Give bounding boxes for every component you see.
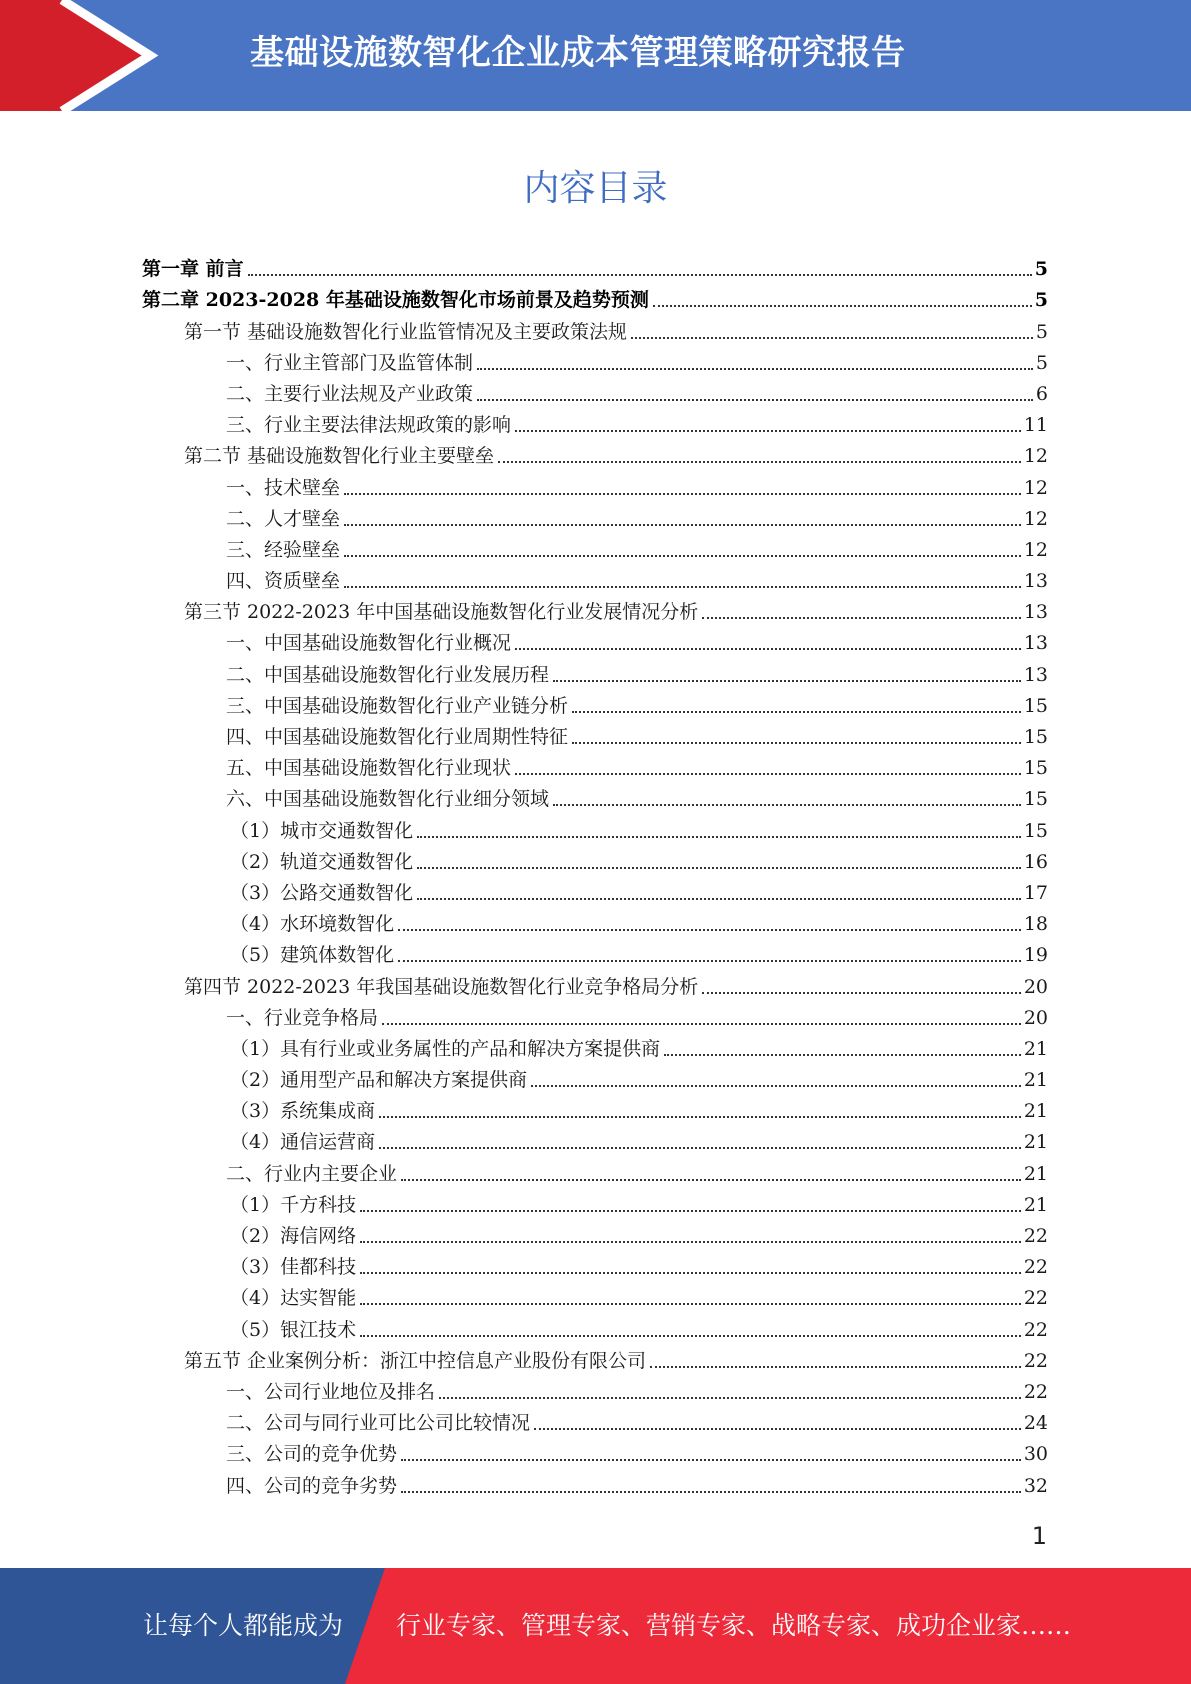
toc-entry[interactable] <box>142 472 1048 503</box>
toc-entry-page: 11 <box>1023 414 1048 437</box>
toc-dot-leader <box>650 1366 1021 1368</box>
toc-entry-page: 22 <box>1023 1318 1048 1341</box>
toc-entry-page: 21 <box>1023 1100 1048 1123</box>
toc-entry-title: （4）达实智能 <box>230 1287 357 1310</box>
toc-dot-leader <box>248 274 1032 276</box>
toc-entry-page: 20 <box>1023 1006 1048 1029</box>
toc-entry[interactable] <box>142 878 1048 909</box>
toc-entry-title: （5）建筑体数智化 <box>230 944 395 967</box>
toc-entry-page: 5 <box>1034 258 1048 281</box>
toc-entry-page: 17 <box>1023 881 1048 904</box>
toc-dot-leader <box>531 1085 1021 1087</box>
toc-entry[interactable] <box>142 909 1048 940</box>
header-arrow-red <box>0 0 150 111</box>
toc-entry-title: （2）轨道交通数智化 <box>230 850 414 873</box>
toc-entry[interactable] <box>142 348 1048 379</box>
toc-dot-leader <box>360 1210 1021 1212</box>
toc-dot-leader <box>515 648 1021 650</box>
toc-dot-leader <box>534 1428 1021 1430</box>
toc-entry-title: 三、公司的竞争优势 <box>226 1443 398 1466</box>
toc-entry[interactable] <box>142 504 1048 535</box>
toc-entry-page: 22 <box>1023 1349 1048 1372</box>
toc-entry[interactable] <box>142 597 1048 628</box>
toc-entry[interactable] <box>142 535 1048 566</box>
toc-entry-page: 5 <box>1035 351 1048 374</box>
toc-dot-leader <box>360 1241 1021 1243</box>
toc-entry[interactable] <box>142 971 1048 1002</box>
toc-entry[interactable] <box>142 1034 1048 1065</box>
toc-entry[interactable] <box>142 1283 1048 1314</box>
toc-entry[interactable] <box>142 753 1048 784</box>
toc-entry-title: 三、经验壁垒 <box>226 538 341 561</box>
toc-entry-title: （3）佳都科技 <box>230 1256 357 1279</box>
toc-entry[interactable] <box>142 784 1048 815</box>
toc-entry-page: 21 <box>1023 1162 1048 1185</box>
toc-entry-title: 一、技术壁垒 <box>226 476 341 499</box>
report-title: 基础设施数智化企业成本管理策略研究报告 <box>250 33 906 73</box>
toc-dot-leader <box>553 680 1021 682</box>
toc-entry[interactable] <box>142 940 1048 971</box>
toc-entry-page: 22 <box>1023 1287 1048 1310</box>
toc-entry-title: （4）水环境数智化 <box>230 913 395 936</box>
toc-dot-leader <box>653 305 1032 307</box>
toc-dot-leader <box>360 1303 1021 1305</box>
toc-entry-title: 一、中国基础设施数智化行业概况 <box>226 632 512 655</box>
toc-heading: 内容目录 <box>523 168 668 209</box>
toc-entry-page: 5 <box>1034 289 1048 312</box>
toc-entry-title: 三、中国基础设施数智化行业产业链分析 <box>226 694 569 717</box>
toc-dot-leader <box>401 1459 1021 1461</box>
footer-slogan-left: 让每个人都能成为 <box>143 1611 344 1640</box>
toc-entry-title: （3）系统集成商 <box>230 1100 376 1123</box>
toc-entry[interactable] <box>142 441 1048 472</box>
toc-entry-page: 12 <box>1023 445 1048 468</box>
toc-entry[interactable] <box>142 410 1048 441</box>
toc-entry[interactable] <box>142 316 1048 347</box>
toc-entry[interactable] <box>142 1065 1048 1096</box>
toc-entry-page: 12 <box>1023 507 1048 530</box>
toc-entry-title: （4）通信运营商 <box>230 1131 376 1154</box>
toc-dot-leader <box>702 992 1021 994</box>
toc-dot-leader <box>344 524 1021 526</box>
toc-entry-title: （3）公路交通数智化 <box>230 881 414 904</box>
toc-entry-title: （1）千方科技 <box>230 1193 357 1216</box>
toc-entry[interactable] <box>142 659 1048 690</box>
footer-slogan-right: 行业专家、管理专家、营销专家、战略专家、成功企业家…… <box>396 1611 1072 1640</box>
toc-dot-leader <box>344 586 1021 588</box>
toc-dot-leader <box>572 711 1021 713</box>
toc-entry-title: 二、人才壁垒 <box>226 507 341 530</box>
toc-entry[interactable] <box>142 1346 1048 1377</box>
toc-entry-title: （1）城市交通数智化 <box>230 819 414 842</box>
toc-entry-page: 12 <box>1023 538 1048 561</box>
toc-entry-page: 24 <box>1023 1412 1048 1435</box>
toc-dot-leader <box>498 461 1021 463</box>
toc-entry-page: 21 <box>1023 1131 1048 1154</box>
toc-entry[interactable] <box>142 847 1048 878</box>
toc-dot-leader <box>515 773 1021 775</box>
toc-dot-leader <box>401 1491 1021 1493</box>
toc-dot-leader <box>401 1179 1021 1181</box>
toc-entry[interactable] <box>142 815 1048 846</box>
toc-entry[interactable] <box>142 1377 1048 1408</box>
toc-entry[interactable] <box>142 1003 1048 1034</box>
toc-entry-page: 30 <box>1023 1443 1048 1466</box>
toc-dot-leader <box>553 804 1021 806</box>
toc-dot-leader <box>417 898 1021 900</box>
toc-entry-title: 第二章 2023-2028 年基础设施数智化市场前景及趋势预测 <box>142 289 649 312</box>
toc-entry-page: 22 <box>1023 1225 1048 1247</box>
toc-entry-title: 四、中国基础设施数智化行业周期性特征 <box>226 726 569 748</box>
toc-entry-title: 二、行业内主要企业 <box>226 1162 398 1185</box>
header-band <box>0 0 1191 111</box>
toc-entry-title: 二、主要行业法规及产业政策 <box>226 382 474 405</box>
toc-dot-leader <box>439 1397 1021 1399</box>
toc-entry[interactable] <box>142 691 1048 722</box>
toc-entry-page: 13 <box>1023 570 1048 593</box>
toc-dot-leader <box>379 1116 1021 1118</box>
toc-dot-leader <box>702 617 1021 619</box>
toc-entry-title: 第三节 2022-2023 年中国基础设施数智化行业发展情况分析 <box>184 601 699 624</box>
toc-entry[interactable] <box>142 722 1048 753</box>
toc-entry[interactable] <box>142 1190 1048 1221</box>
toc-entry-title: 第一章 前言 <box>142 258 244 281</box>
toc-dot-leader <box>477 399 1033 401</box>
toc-dot-leader <box>572 742 1021 744</box>
toc-entry-page: 21 <box>1023 1193 1048 1216</box>
toc-entry[interactable] <box>142 1221 1048 1252</box>
toc-entry[interactable] <box>142 1158 1048 1189</box>
toc-entry-page: 15 <box>1023 819 1048 842</box>
page-number: 1 <box>1031 1522 1047 1550</box>
toc-entry-title: （2）通用型产品和解决方案提供商 <box>230 1069 528 1092</box>
toc-dot-leader <box>515 430 1021 432</box>
table-of-contents <box>142 254 1048 1502</box>
toc-entry-page: 16 <box>1023 850 1048 873</box>
toc-entry-title: （1）具有行业或业务属性的产品和解决方案提供商 <box>230 1037 661 1060</box>
footer-band <box>0 1568 1191 1684</box>
toc-entry-page: 13 <box>1023 632 1048 655</box>
toc-dot-leader <box>417 867 1021 869</box>
toc-entry-page: 22 <box>1023 1380 1048 1403</box>
toc-entry-page: 32 <box>1023 1474 1048 1497</box>
toc-entry-page: 19 <box>1023 944 1048 967</box>
toc-entry-title: 第四节 2022-2023 年我国基础设施数智化行业竞争格局分析 <box>184 975 699 998</box>
toc-entry-title: 二、中国基础设施数智化行业发展历程 <box>226 663 550 686</box>
toc-dot-leader <box>417 836 1021 838</box>
toc-dot-leader <box>379 1147 1021 1149</box>
toc-dot-leader <box>344 493 1021 495</box>
toc-entry-page: 15 <box>1023 788 1048 811</box>
toc-entry[interactable] <box>142 379 1048 410</box>
toc-entry-title: 第二节 基础设施数智化行业主要壁垒 <box>184 445 495 468</box>
toc-entry-title: 一、公司行业地位及排名 <box>226 1380 436 1403</box>
toc-entry-page: 13 <box>1023 601 1048 624</box>
toc-dot-leader <box>360 1335 1021 1337</box>
toc-dot-leader <box>398 929 1021 931</box>
toc-entry-page: 21 <box>1023 1037 1048 1060</box>
toc-entry[interactable] <box>142 285 1048 316</box>
toc-entry-title: 四、公司的竞争劣势 <box>226 1474 398 1497</box>
toc-entry-page: 6 <box>1035 382 1048 405</box>
toc-entry-page: 22 <box>1023 1256 1048 1279</box>
toc-entry-page: 15 <box>1023 726 1048 748</box>
toc-entry[interactable] <box>142 1314 1048 1345</box>
toc-entry-page: 5 <box>1035 320 1048 343</box>
toc-entry-title: 一、行业主管部门及监管体制 <box>226 351 474 374</box>
toc-dot-leader <box>664 1054 1021 1056</box>
toc-entry[interactable] <box>142 1127 1048 1158</box>
toc-entry[interactable] <box>142 1439 1048 1470</box>
toc-entry-title: 五、中国基础设施数智化行业现状 <box>226 757 512 780</box>
toc-entry-page: 15 <box>1023 694 1048 717</box>
toc-entry-title: （5）银江技术 <box>230 1318 357 1341</box>
toc-entry-title: 二、公司与同行业可比公司比较情况 <box>226 1412 531 1435</box>
toc-dot-leader <box>631 337 1033 339</box>
toc-entry-title: 一、行业竞争格局 <box>226 1006 379 1029</box>
toc-entry-page: 15 <box>1023 757 1048 780</box>
toc-dot-leader <box>382 1023 1021 1025</box>
toc-entry-title: （2）海信网络 <box>230 1225 357 1247</box>
toc-dot-leader <box>477 368 1033 370</box>
toc-entry-title: 第一节 基础设施数智化行业监管情况及主要政策法规 <box>184 320 628 343</box>
toc-dot-leader <box>344 555 1021 557</box>
toc-entry-page: 13 <box>1023 663 1048 686</box>
toc-entry[interactable] <box>142 254 1048 285</box>
toc-entry[interactable] <box>142 628 1048 659</box>
toc-entry[interactable] <box>142 1252 1048 1283</box>
toc-entry[interactable] <box>142 1096 1048 1127</box>
toc-entry-title: 四、资质壁垒 <box>226 570 341 593</box>
toc-entry[interactable] <box>142 1408 1048 1439</box>
toc-dot-leader <box>398 960 1021 962</box>
toc-entry-title: 第五节 企业案例分析：浙江中控信息产业股份有限公司 <box>184 1349 647 1372</box>
toc-entry[interactable] <box>142 566 1048 597</box>
toc-entry-page: 12 <box>1023 476 1048 499</box>
toc-entry-title: 三、行业主要法律法规政策的影响 <box>226 414 512 437</box>
toc-entry-page: 18 <box>1023 913 1048 936</box>
toc-entry-page: 20 <box>1023 975 1048 998</box>
toc-entry-page: 21 <box>1023 1069 1048 1092</box>
toc-dot-leader <box>360 1272 1021 1274</box>
toc-entry[interactable] <box>142 1470 1048 1501</box>
toc-entry-title: 六、中国基础设施数智化行业细分领域 <box>226 788 550 811</box>
